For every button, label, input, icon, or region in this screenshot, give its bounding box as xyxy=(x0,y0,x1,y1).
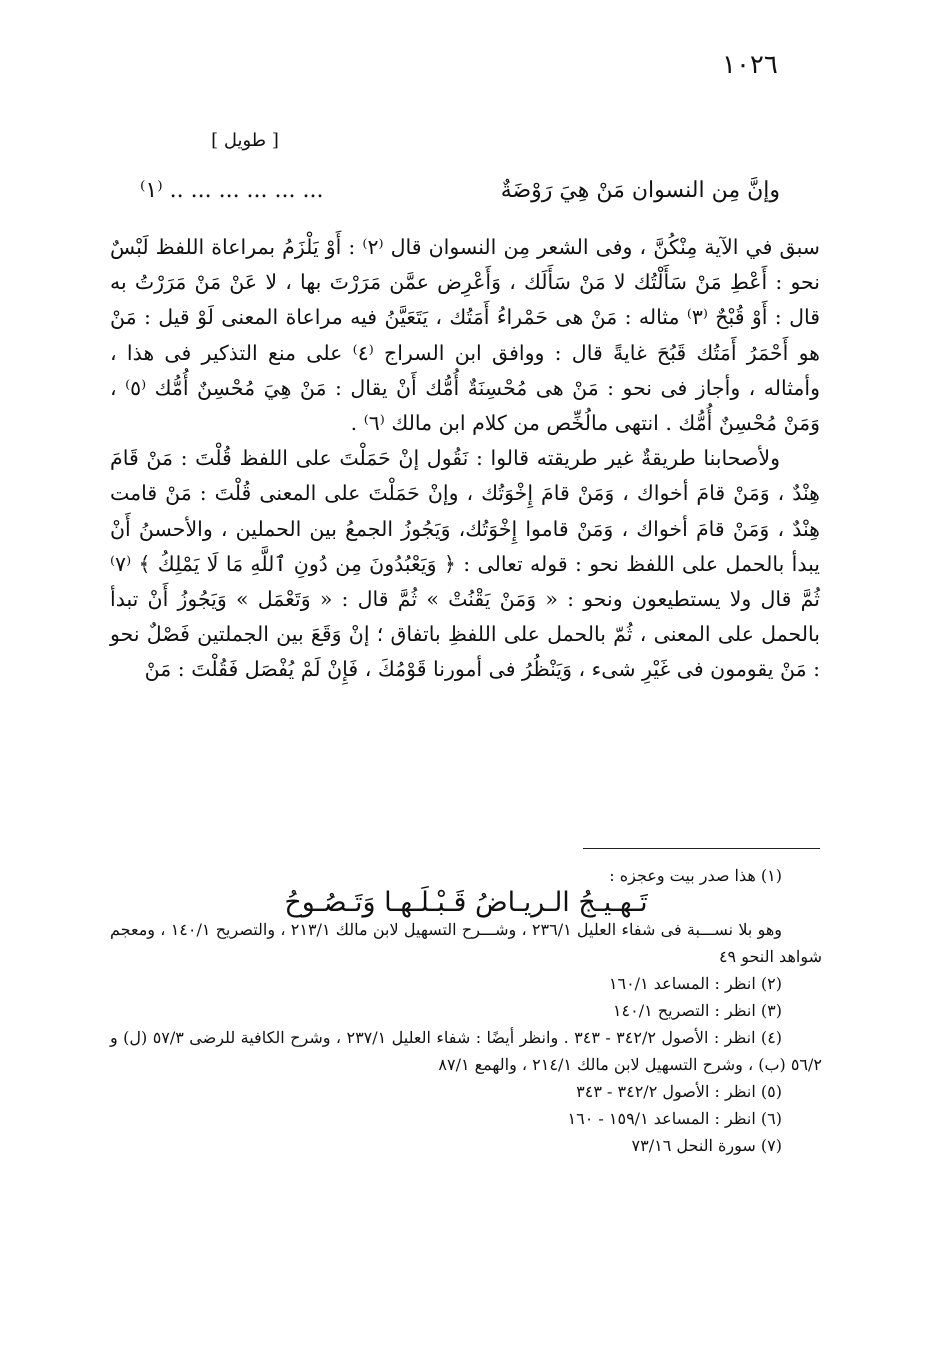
footnote-7: (٧) سورة النحل ٧٣/١٦ xyxy=(631,1136,782,1155)
footnote-4: (٤) انظر : الأصول ٣٤٢/٢ - ٣٤٣ . وانظر أيضًا : شفاء العليل ٢٣٧/١ ، وشرح الكافية للرضى ٥٧/٣ (ل) و ٥٦/٢ (ب) ، وشرح التسهيل لابن مالك ٢١٤/١ ، والهمع ٨٧/١ xyxy=(110,1028,822,1074)
footnote-separator xyxy=(583,848,820,849)
paragraph: سبق في الآية مِنْكُنَّ ، وفى الشعر مِن النسوان قال ⁽٢⁾ : أَوْ يَلْزَمُ بمراعاة اللفظ لَبْسٌ نحو : أَعْطِ مَنْ سَأَلْتُك لا مَنْ سَأَلَك ، وَأَعْرِض عمَّن مَرَرْتَ بها ، لا عَنْ مَنْ مَرَرْتُ به قال : أَوْ قُبْحٌ ⁽٣⁾ مثاله : مَنْ هى حَمْراءُ أَمَتُك ، يَتَعَيَّنُ فيه مراعاة المعنى لَوْ قيل : مَنْ هو أَحْمَرُ أَمَتُك قَبُحَ غايةً قال : ووافق ابن السراج ⁽٤⁾ على منع التذكير فى هذا ، وأمثاله ، وأجاز فى نحو : مَنْ هى مُحْسِنَةٌ أُمُّك أَنْ يقال : مَنْ هِيَ مُحْسِنٌ أُمُّك ⁽٥⁾ ، وَمَنْ مُحْسِنٌ أُمُّك . انتهى مالُخِّص من كلام ابن مالك ⁽٦⁾ . xyxy=(110,235,821,436)
verse-second-hemistich: ... ... ... ... ... .. ⁽١⁾ xyxy=(140,177,324,203)
poetry-verse xyxy=(140,168,780,212)
footnote-3: (٣) انظر : التصريح ١٤٠/١ xyxy=(612,1001,782,1020)
footnote-1-sources: وهو بلا نســـبة فى شفاء العليل ٢٣٦/١ ، وشـــرح التسهيل لابن مالك ٢١٣/١ ، والتصريح ١٤٠/١ ، ومعجم شواهد النحو ٤٩ xyxy=(110,920,822,966)
paragraph: ولأصحابنا طريقةٌ غير طريقته قالوا : نَقُول إنْ حَمَلْتَ على اللفظ قُلْتَ : مَنْ قَامَ هِنْدٌ ، وَمَنْ قامَ أخواك ، وَمَنْ قامَ إِخْوَتُك ، وإنْ حَمَلْتَ على المعنى قُلْتَ : مَنْ قامت هِنْدٌ ، وَمَنْ قامَ أخواك ، وَمَنْ قاموا إِخْوَتُك، وَيَجُوزُ الجمعُ بين الحملين ، والأحسنُ أَنْ يبدأ بالحمل على اللفظ نحو : قوله تعالى : ﴿ وَيَعْبُدُونَ مِن دُونِ ٱللَّهِ مَا لَا يَمْلِكُ ﴾ ⁽٧⁾ ثُمَّ قال ولا يستطيعون ونحو : « وَمَنْ يَقْنُتْ » ثُمَّ قال : « وَتَعْمَل » وَيَجُوزُ أَنْ تبدأ بالحمل على المعنى ، ثُمّ بالحمل على اللفظِ باتفاق ؛ إنْ وَقَعَ بين الجملتين فَصْلٌ نحو : مَنْ يقومون فى غَيْرِ شىء ، وَيَنْظُرُ فى أمورنا قَوْمُكَ ، فَإِنْ لَمْ يُفْصَل فَقُلْتَ : مَنْ xyxy=(110,446,820,682)
footnote-2: (٢) انظر : المساعد ١٦٠/١ xyxy=(608,974,782,993)
verse-first-hemistich: وإنَّ مِن النسوان مَنْ هِيَ رَوْضَةٌ xyxy=(500,177,780,203)
footnotes xyxy=(110,862,822,1292)
footnote-1-intro: (١) هذا صدر بيت وعجزه : xyxy=(609,866,782,885)
footnote-5: (٥) انظر : الأصول ٣٤٢/٢ - ٣٤٣ xyxy=(576,1082,782,1101)
verse-meter-label: [ طويل ] xyxy=(211,130,279,151)
page-number: ١٠٢٦ xyxy=(722,50,778,80)
main-text xyxy=(110,230,820,825)
footnote-6: (٦) انظر : المساعد ١٥٩/١ - ١٦٠ xyxy=(567,1109,782,1128)
footnote-1-hemistich: تَـهـيـجُ الـريـاضُ قَـبْـلَـهـا وَتَـصُـوحُ xyxy=(284,887,648,918)
